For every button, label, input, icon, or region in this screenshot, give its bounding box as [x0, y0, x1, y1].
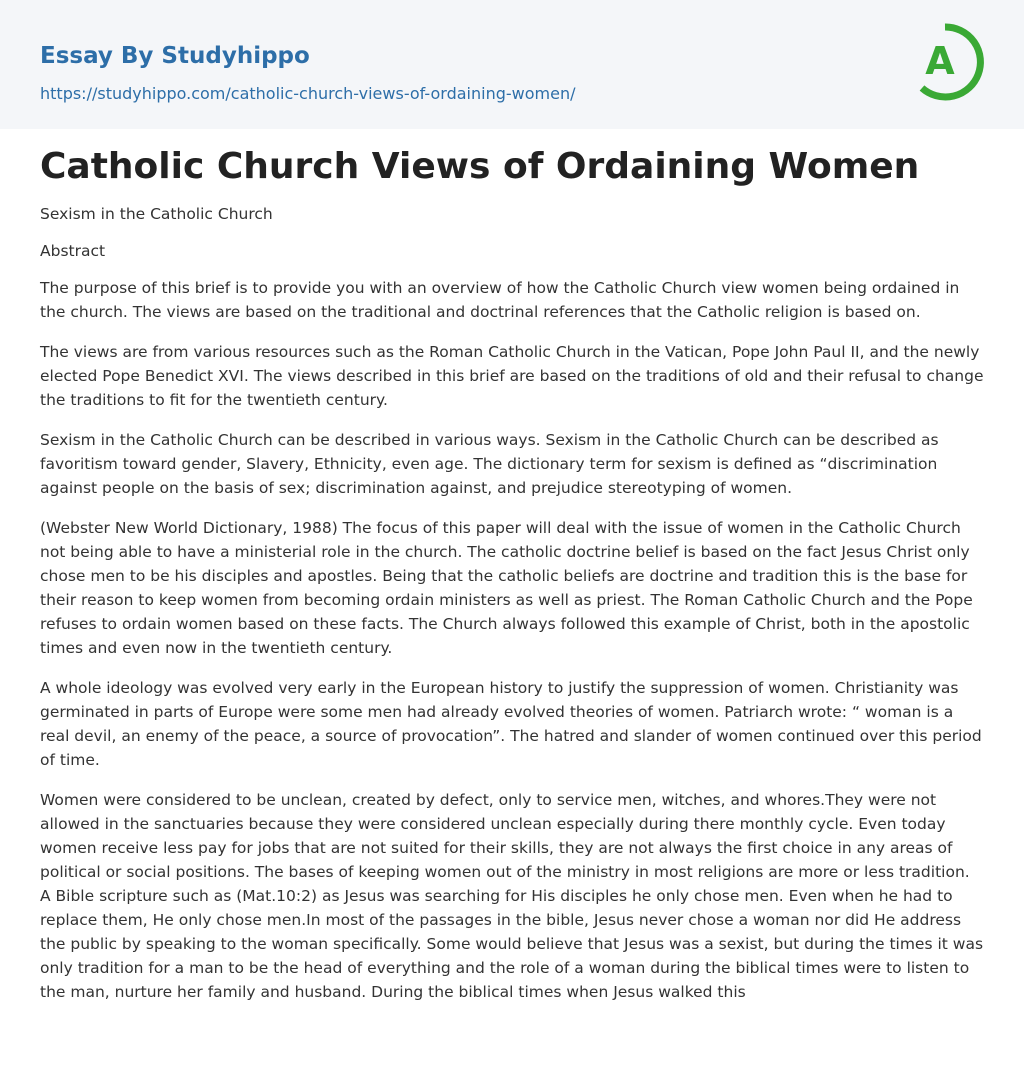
article-paragraph: (Webster New World Dictionary, 1988) The focus of this paper will deal with the issue of women in the Catholic Church not being able to have a ministerial role in the church. The catholic doctrine belief is based on the fact Jesus Christ only chose men to be his disciples and apostles. Being that the catholic beliefs are doctrine and tradition this is the base for their reason to keep women from becoming ordain ministers as well as priest. The Roman Catholic Church and the Pope refuses to ordain women based on these facts. The Church always followed this example of Christ, both in the apostolic times and even now in the twentieth century. [40, 519, 973, 657]
logo-letter: A [925, 39, 955, 83]
site-header [0, 0, 1024, 129]
section-heading-abstract: Abstract [40, 242, 106, 260]
essay-url-link[interactable]: https://studyhippo.com/catholic-church-views-of-ordaining-women/ [40, 84, 576, 103]
article-paragraph: The purpose of this brief is to provide you with an overview of how the Catholic Church view women being ordained in the church. The views are based on the traditional and doctrinal references that the Catholic religion is based on. [40, 279, 960, 321]
site-brand[interactable]: Essay By Studyhippo [40, 43, 310, 69]
article-paragraph: Women were considered to be unclean, created by defect, only to service men, witches, and whores.They were not allowed in the sanctuaries because they were considered unclean especially during there monthly cycle. Even today women receive less pay for jobs that are not suited for their skills, they are not always the first choice in any areas of political or social positions. The bases of keeping women out of the ministry in most religions are more or less tradition. A Bible scripture such as (Mat.10:2) as Jesus was searching for His disciples he only chose men. Even when he had to replace them, He only chose men.In most of the passages in the bible, Jesus never chose a woman nor did He address the public by speaking to the woman specifically. Some would believe that Jesus was a sexist, but during the times it was only tradition for a man to be the head of everything and the role of a woman during the biblical times were to listen to the man, nurture her family and husband. During the biblical times when Jesus walked this [40, 791, 984, 1001]
article-paragraph: Sexism in the Catholic Church can be described in various ways. Sexism in the Catholic Church can be described as favoritism toward gender, Slavery, Ethnicity, even age. The dictionary term for sexism is defined as “discrimination against people on the basis of sex; discrimination against, and prejudice stereotyping of women. [40, 431, 939, 497]
article [40, 144, 984, 1020]
article-subtitle: Sexism in the Catholic Church [40, 205, 273, 223]
article-paragraph: A whole ideology was evolved very early in the European history to justify the suppression of women. Christianity was germinated in parts of Europe were some men had already evolved theories of women. Patriarch wrote: “ woman is a real devil, an enemy of the peace, a source of provocation”. The hatred and slander of women continued over this period of time. [40, 679, 982, 769]
studyhippo-logo-icon[interactable] [912, 19, 986, 105]
article-title: Catholic Church Views of Ordaining Women [40, 146, 920, 187]
article-paragraph: The views are from various resources such as the Roman Catholic Church in the Vatican, Pope John Paul II, and the newly elected Pope Benedict XVI. The views described in this brief are based on the traditions of old and their refusal to change the traditions to fit for the twentieth century. [40, 343, 984, 409]
